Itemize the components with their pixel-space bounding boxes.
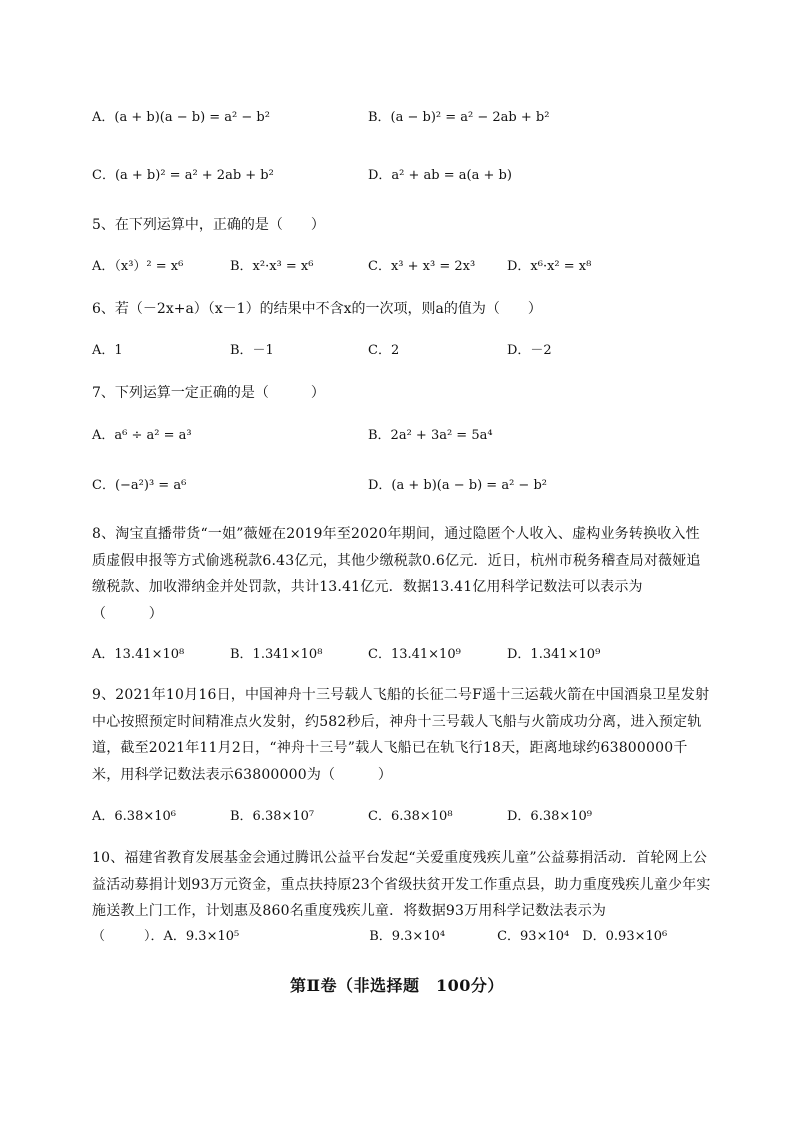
q7-option-b[interactable]: B．2a² + 3a² = 5a⁴ — [368, 428, 493, 443]
q9-stem — [92, 682, 712, 788]
q5-option-d[interactable]: D．x⁶·x² = x⁸ — [507, 259, 592, 274]
q9-option-d[interactable]: D．6.38×10⁹ — [507, 809, 593, 824]
q8-option-d[interactable]: D．1.341×10⁹ — [507, 647, 601, 662]
q10-stem-line: 施送教上门工作，计划惠及860名重度残疾儿童．将数据93万用科学记数法表示为 — [92, 903, 607, 919]
q7-option-d[interactable]: D．(a + b)(a − b) = a² − b² — [368, 478, 547, 493]
q8-stem-line: 8、淘宝直播带货“一姐”薇娅在2019年至2020年期间，通过隐匿个人收入、虚构业务转换收入性 — [92, 526, 700, 542]
q6-option-a[interactable]: A．1 — [92, 343, 123, 358]
section-title: 第Ⅱ卷（非选择题 100分） — [290, 976, 504, 995]
q10-options-line: （ ）．A．9.3×10⁵ B．9.3×10⁴ C．93×10⁴ D．0.93×10⁶ — [92, 929, 668, 944]
q8-stem-line: （ ） — [92, 605, 163, 622]
q5-option-b[interactable]: B．x²·x³ = x⁶ — [230, 259, 314, 274]
q10-stem — [92, 845, 712, 925]
q8-option-c[interactable]: C．13.41×10⁹ — [368, 647, 461, 662]
q8-stem-line: 质虚假申报等方式偷逃税款6.43亿元，其他少缴税款0.6亿元．近日，杭州市税务稽查局对薇娅追 — [92, 552, 701, 569]
q7-option-a[interactable]: A．a⁶ ÷ a² = a³ — [92, 428, 192, 443]
q4-option-d[interactable]: D．a² + ab = a(a + b) — [368, 168, 512, 183]
q8-stem — [92, 521, 712, 627]
q10-stem-line: 益活动募捐计划93万元资金，重点扶持原23个省级扶贫开发工作重点县，助力重度残疾儿童少年实 — [92, 876, 711, 893]
q6-option-b[interactable]: B．－1 — [230, 343, 274, 358]
q9-option-b[interactable]: B．6.38×10⁷ — [230, 809, 315, 824]
q8-stem-line: 缴税款、加收滞纳金并处罚款，共计13.41亿元．数据13.41亿用科学记数法可以表示为 — [92, 579, 643, 595]
q9-stem-line: 9、2021年10月16日，中国神舟十三号载人飞船的长征二号F遥十三运载火箭在中国酒泉卫星发射 — [92, 687, 710, 703]
q9-option-a[interactable]: A．6.38×10⁶ — [92, 809, 176, 824]
q9-stem-line: 中心按照预定时间精准点火发射，约582秒后，神舟十三号载人飞船与火箭成功分离，进入预定轨 — [92, 713, 702, 730]
q7-stem: 7、下列运算一定正确的是（ ） — [92, 385, 325, 401]
q10-stem-line: 10、福建省教育发展基金会通过腾讯公益平台发起“关爱重度残疾儿童”公益募捐活动．首轮网上公 — [92, 850, 708, 866]
q4-option-c[interactable]: C．(a + b)² = a² + 2ab + b² — [92, 168, 274, 183]
q6-stem: 6、若（－2x+a）（x－1）的结果中不含x的一次项，则a的值为（ ） — [92, 301, 542, 317]
q9-option-c[interactable]: C．6.38×10⁸ — [368, 809, 453, 824]
q8-option-b[interactable]: B．1.341×10⁸ — [230, 647, 323, 662]
q5-option-a[interactable]: A．（x³）² = x⁶ — [92, 259, 184, 274]
q9-stem-line: 米，用科学记数法表示63800000为（ ） — [92, 766, 393, 783]
q6-option-c[interactable]: C．2 — [368, 343, 400, 358]
q9-stem-line: 道，截至2021年11月2日，“神舟十三号”载人飞船已在轨飞行18天，距离地球约63800000千 — [92, 740, 688, 756]
q6-option-d[interactable]: D．－2 — [507, 343, 552, 358]
q7-option-c[interactable]: C．(−a²)³ = a⁶ — [92, 478, 187, 493]
q4-option-a[interactable]: A．(a + b)(a − b) = a² − b² — [92, 110, 270, 125]
q8-option-a[interactable]: A．13.41×10⁸ — [92, 647, 185, 662]
q5-stem: 5、在下列运算中，正确的是（ ） — [92, 217, 325, 233]
q5-option-c[interactable]: C．x³ + x³ = 2x³ — [368, 259, 476, 274]
q4-option-b[interactable]: B．(a − b)² = a² − 2ab + b² — [368, 110, 550, 125]
